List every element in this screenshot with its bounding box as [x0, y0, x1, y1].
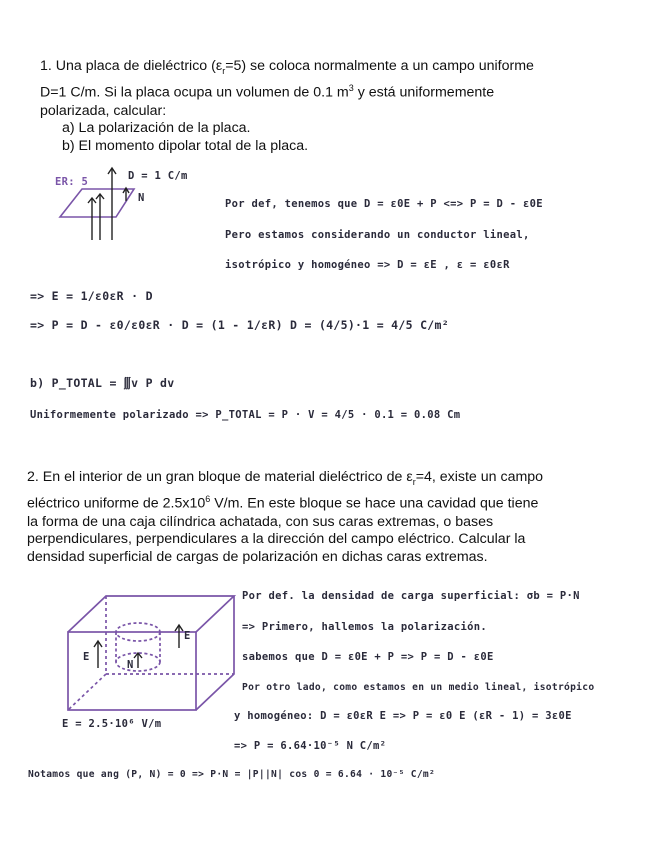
- p2-line3: la forma de una caja cilíndrica achatada, con sus caras extremas, o bases: [27, 513, 494, 530]
- fig1-n-label: N: [138, 192, 145, 204]
- fig2-e-left: E: [83, 651, 90, 663]
- p2-hand-5: y homogéneo: D = ε0εR E => P = ε0 E (εR - 1) = 3ε0E: [234, 710, 572, 722]
- p1-item-b: b) El momento dipolar total de la placa.: [62, 137, 309, 154]
- p2-line5: densidad superficial de cargas de polarización en dichas caras extremas.: [27, 548, 488, 565]
- problem2-statement: [27, 469, 593, 566]
- fig2-field-value: E = 2.5·10⁶ V/m: [62, 718, 162, 730]
- p2-hand-2: => Primero, hallemos la polarización.: [242, 621, 487, 633]
- p1-item-a: a) La polarización de la placa.: [62, 120, 251, 137]
- p1-hand-4: => E = 1/ε0εR · D: [30, 289, 153, 303]
- p2-line1: 2. En el interior de un gran bloque de material dieléctrico de $\varepsilon_r=4$, existe un campo: [27, 469, 544, 487]
- p2-hand-6: => P = 6.64·10⁻⁵ N C/m²: [234, 740, 387, 752]
- fig2-e-right: E: [184, 630, 191, 642]
- p2-hand-4: Por otro lado, como estamos en un medio lineal, isotrópico: [242, 682, 595, 693]
- p1-hand-7: Uniformemente polarizado => P_TOTAL = P · V = 4/5 · 0.1 = 0.08 Cm: [30, 409, 461, 421]
- p1-hand-5: => P = D - ε0/ε0εR · D = (1 - 1/εR) D = (4/5)·1 = 4/5 C/m²: [30, 318, 449, 332]
- p1-hand-6: b) P_TOTAL = ∭v P dv: [30, 376, 175, 390]
- p2-hand-1: Por def. la densidad de carga superficial: σb = P·N: [242, 590, 580, 602]
- p2-hand-7: Notamos que ang (P, N) = 0 => P·N = |P||N| cos 0 = 6.64 · 10⁻⁵ C/m²: [28, 769, 436, 780]
- p1-hand-2: Pero estamos considerando un conductor lineal,: [225, 229, 530, 241]
- p1-line1: 1. Una placa de dieléctrico $(\varepsilon_r=5)$ se coloca normalmente a un campo uniforme: [40, 58, 534, 76]
- p2-hand-3: sabemos que D = ε0E + P => P = D - ε0E: [242, 651, 494, 663]
- fig1-d-label: D = 1 C/m: [128, 170, 188, 182]
- problem1-statement: [40, 58, 577, 155]
- p2-line2: eléctrico uniforme de $2.5x10^6$ V/m. En este bloque se hace una cavidad que tiene: [27, 494, 539, 513]
- fig2-n-label: N: [127, 659, 134, 671]
- fig1-er-label: ER: 5: [55, 176, 89, 188]
- p1-hand-3: isotrópico y homogéneo => D = εE , ε = ε0εR: [225, 259, 510, 271]
- p1-hand-1: Por def, tenemos que D = ε0E + P <=> P = D - ε0E: [225, 198, 543, 210]
- p1-line3: polarizada, calcular:: [40, 102, 167, 119]
- p2-line4: perpendiculares, perpendiculares a la dirección del campo eléctrico. Calcular la: [27, 531, 526, 548]
- p1-line2: D=1 C/m. Si la placa ocupa un volumen de 0.1 $m^3$ y está uniformemente: [40, 83, 495, 102]
